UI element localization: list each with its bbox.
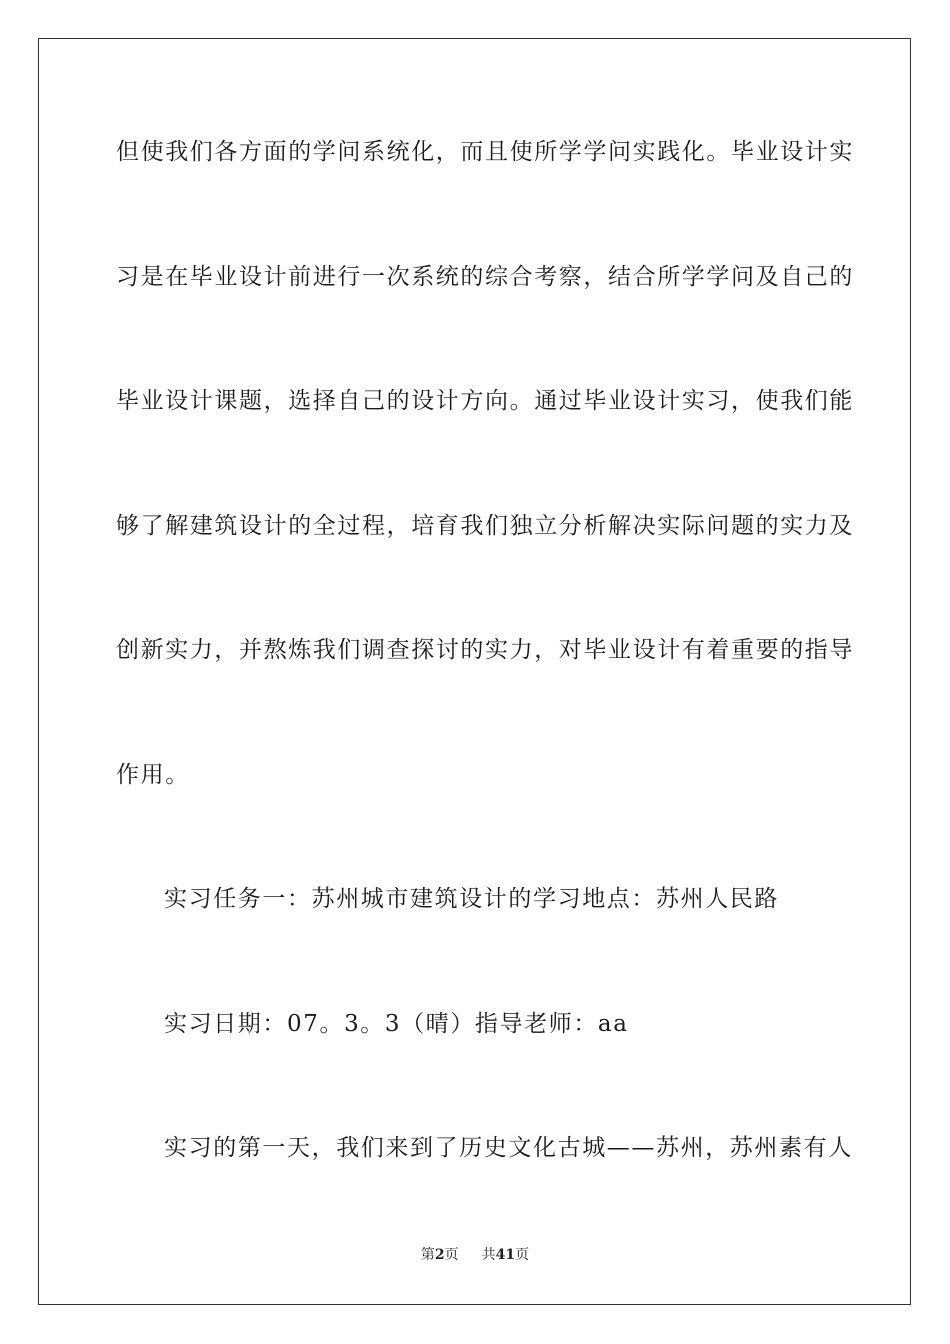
total-suffix: 页 xyxy=(515,1247,530,1263)
paragraph-line: 习是在毕业设计前进行一次系统的综合考察，结合所学学问及自己的 xyxy=(116,264,854,290)
page-border xyxy=(38,38,911,1305)
task-heading-line: 实习任务一：苏州城市建筑设计的学习地点：苏州人民路 xyxy=(164,886,779,912)
page-suffix: 页 xyxy=(444,1247,459,1263)
total-prefix: 共 xyxy=(481,1247,496,1263)
page-number: 2 xyxy=(434,1247,445,1263)
paragraph-line: 创新实力，并熬炼我们调查探讨的实力，对毕业设计有着重要的指导 xyxy=(116,637,854,663)
paragraph-line: 但使我们各方面的学问系统化，而且使所学学问实践化。毕业设计实 xyxy=(116,139,854,165)
paragraph-line: 实习的第一天，我们来到了历史文化古城——苏州，苏州素有人 xyxy=(164,1135,853,1161)
date-teacher-line: 实习日期：07。3。3（晴）指导老师：aa xyxy=(164,1011,629,1037)
page-footer xyxy=(0,1245,950,1265)
paragraph-line: 作用。 xyxy=(116,762,190,788)
paragraph-line: 够了解建筑设计的全过程，培育我们独立分析解决实际问题的实力及 xyxy=(116,513,854,539)
total-pages: 41 xyxy=(495,1247,516,1263)
page-prefix: 第 xyxy=(420,1247,435,1263)
paragraph-line: 毕业设计课题，选择自己的设计方向。通过毕业设计实习，使我们能 xyxy=(116,388,854,414)
